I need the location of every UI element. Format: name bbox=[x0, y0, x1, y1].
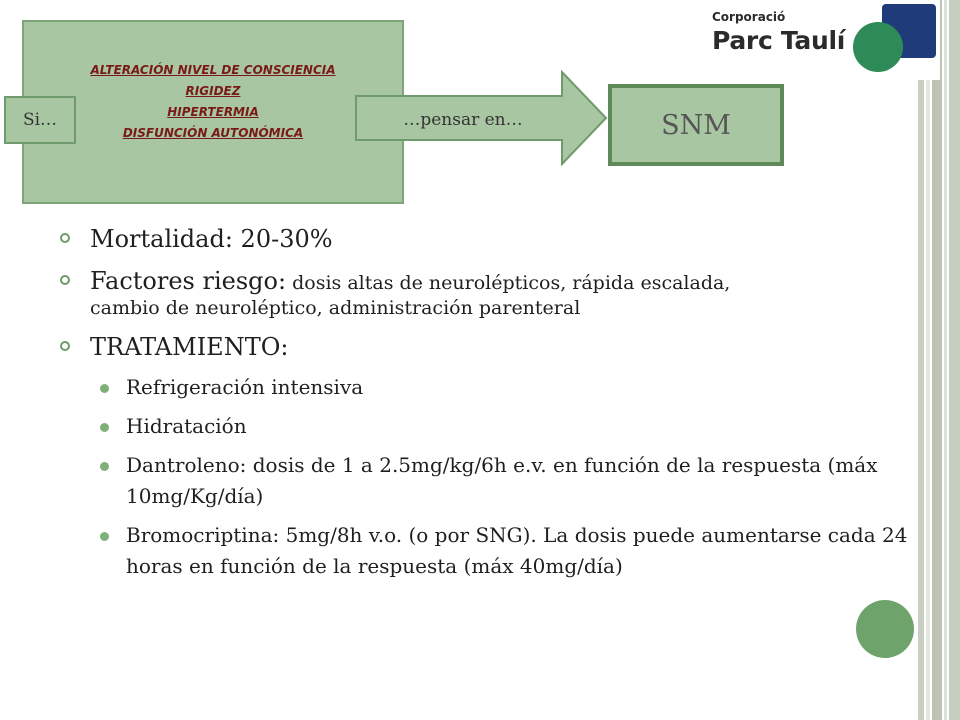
treatment-text: Hidratación bbox=[126, 414, 247, 438]
treatment-text: Bromocriptina: 5mg/8h v.o. (o por SNG). La dosis puede aumentarse cada 24 horas en función de la respuesta (máx 40mg/día) bbox=[126, 523, 908, 578]
decor-stripe bbox=[944, 0, 947, 720]
bullet-ring-icon bbox=[60, 341, 70, 351]
si-label: Si… bbox=[22, 110, 58, 130]
arrow-label: …pensar en… bbox=[403, 110, 523, 130]
bullet-dot-icon bbox=[100, 462, 109, 471]
condition-item: RIGIDEZ bbox=[185, 84, 241, 98]
bullet-ring-icon bbox=[60, 275, 70, 285]
factores-title: Factores riesgo: bbox=[90, 267, 287, 295]
snm-label: SNM bbox=[661, 109, 731, 141]
logo-circle-icon bbox=[853, 22, 903, 72]
decor-stripe bbox=[926, 0, 930, 720]
bullet-dot-icon bbox=[100, 384, 109, 393]
bullet-dot-icon bbox=[100, 423, 109, 432]
tratamiento-title: TRATAMIENTO: bbox=[90, 333, 289, 361]
si-box bbox=[4, 96, 76, 144]
treatment-text: Dantroleno: dosis de 1 a 2.5mg/kg/6h e.v. en función de la respuesta (máx 10mg/Kg/día) bbox=[126, 453, 878, 508]
logo-line-2: Parc Taulí bbox=[712, 26, 846, 55]
treatment-text: Refrigeración intensiva bbox=[126, 375, 364, 399]
decor-stripe bbox=[918, 0, 924, 720]
conditions-list bbox=[24, 60, 402, 144]
logo-text bbox=[712, 10, 845, 55]
factores-detail: dosis altas de neurolépticos, rápida escalada, bbox=[286, 272, 731, 294]
condition-item: DISFUNCIÓN AUTONÓMICA bbox=[122, 126, 304, 140]
mortalidad-text: Mortalidad: 20-30% bbox=[90, 225, 333, 253]
condition-item: HIPERTERMIA bbox=[167, 105, 259, 119]
logo-line-1: Corporació bbox=[712, 10, 786, 24]
bullet-dot-icon bbox=[100, 532, 109, 541]
bullet-factores bbox=[58, 264, 908, 322]
decor-stripe bbox=[949, 0, 960, 720]
treatment-item bbox=[58, 411, 908, 442]
bullet-ring-icon bbox=[60, 233, 70, 243]
condition-item: ALTERACIÓN NIVEL DE CONSCIENCIA bbox=[90, 63, 336, 77]
decor-circle-icon bbox=[856, 600, 914, 658]
factores-detail-cont: cambio de neuroléptico, administración parenteral bbox=[90, 297, 581, 319]
snm-box bbox=[608, 84, 784, 166]
bullet-mortalidad bbox=[58, 222, 908, 256]
decor-stripe bbox=[932, 0, 942, 720]
bullet-tratamiento bbox=[58, 330, 908, 364]
treatment-item bbox=[58, 372, 908, 403]
treatment-item bbox=[58, 520, 908, 582]
conditions-box bbox=[22, 20, 404, 204]
slide-content bbox=[58, 222, 908, 590]
treatment-item bbox=[58, 450, 908, 512]
